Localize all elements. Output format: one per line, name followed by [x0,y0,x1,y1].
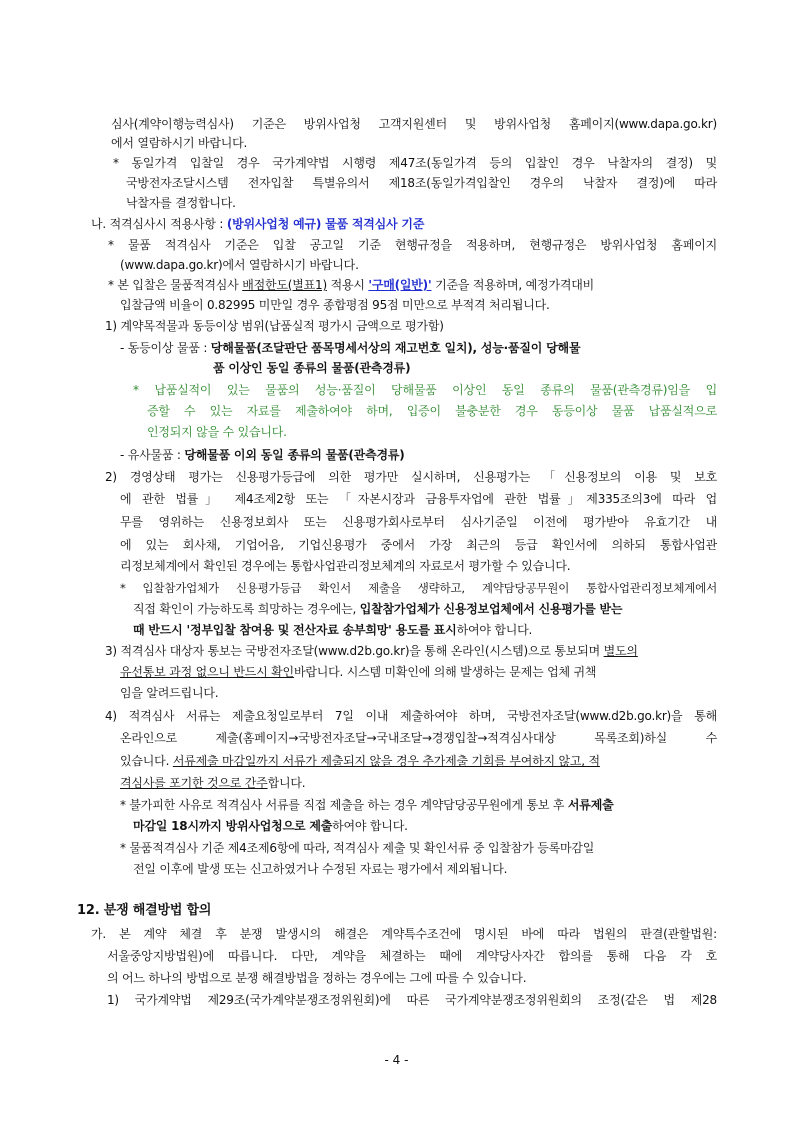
underlined-text: 유선통보 과정 없으니 반드시 확인 [120,665,294,679]
note-line [133,818,408,834]
note-line: * 물품 적격심사 기준은 입찰 공고일 기준 현행규정을 적용하며, 현행규정은 방위사업청 홈페이지 [108,238,717,252]
numbered-item: 1) 계약목적물과 동등이상 범위(납품실적 평가시 금액으로 평가함) [105,319,444,333]
text-line: 서울중앙지방법원)에 따릅니다. 다만, 계약을 체결하는 때에 계약당사자간 합의를 통해 다음 각 호 [107,949,717,963]
text-run: * 불가피한 사유로 적격심사 서류를 직접 제출을 하는 경우 계약담당공무원에게 통보 후 [120,798,568,812]
underlined-text: 배점한도(별표1) [242,278,327,292]
subheading-highlight: (방위사업청 예규) 물품 적격심사 기준 [226,217,425,231]
text-run: 하여야 합니다. [456,623,533,637]
dash-item-cont: 품 이상인 동일 종류의 물품(관측경류) [213,361,411,375]
note-line: 전일 이후에 발생 또는 신고하였거나 수정된 자료는 평가에서 제외됩니다. [133,862,508,876]
text-run: 바랍니다. 시스템 미확인에 의해 발생하는 문제는 업체 귀책 [293,665,597,679]
note-line: * 물품적격심사 기준 제4조제6항에 따라, 적격심사 제출 및 확인서류 중 입찰참가 등록마감일 [120,841,595,855]
page-number: - 4 - [384,1053,409,1067]
numbered-item-cont: 에 있는 회사채, 기업어음, 기업신용평가 중에서 가장 최근의 등급 확인서에 의하되 통합사업관 [120,538,717,552]
green-note: * 납품실적이 있는 물품의 성능·품질이 당해물품 이상인 동일 종류의 물품(관측경류)임을 입 [133,383,717,397]
underlined-text: 서류제출 마감일까지 서류가 제출되지 않을 경우 추가제출 기회를 부여하지 않고, 적 [172,754,600,768]
bold-text: 당해물품 이외 동일 종류의 물품(관측경류) [184,448,405,462]
underlined-text: 별도의 [603,644,638,658]
text-run: - 동등이상 물품 : [120,341,211,355]
subheading-label: 나. 적격심사시 적용사항 : [91,217,227,231]
note-line [120,797,613,813]
green-note: 인정되지 않을 수 있습니다. [147,425,287,439]
numbered-item-cont [120,753,600,769]
text-run: 합니다. [267,776,306,790]
note-line: 낙찰자를 결정합니다. [126,196,236,210]
note-line: * 입찰참가업체가 신용평가등급 확인서 제출을 생략하고, 계약담당공무원이 통합사업관리정보체계에서 [120,581,717,595]
text-run: 적용시 [326,278,369,292]
text-run: 직접 확인이 가능하도록 희망하는 경우에는, [133,602,360,616]
highlight-text: '구매(일반)' [368,278,432,292]
note-line [133,622,532,638]
bold-text: 마감일 18시까지 방위사업청으로 제출 [133,819,333,833]
numbered-item [105,643,717,659]
numbered-item-cont [120,664,596,680]
text-run: 3) 적격심사 대상자 통보는 국방전자조달(www.d2b.go.kr)을 통해 온라인(시스템)으로 통보되며 [105,644,604,658]
numbered-item-cont: 리정보체계에서 확인된 경우에는 통합사업관리정보체계의 자료로서 평가할 수 있습니다. [120,559,571,573]
numbered-item: 2) 경영상태 평가는 신용평가등급에 의한 평가만 실시하며, 신용평가는 「신용정보의 이용 및 보호 [105,470,717,484]
bold-text: 때 반드시 '정부입찰 참여용 및 전산자료 송부희망' 용도를 표시 [133,623,457,637]
numbered-item-cont: 온라인으로 제출(홈페이지→국방전자조달→국내조달→경쟁입찰→적격심사대상 목록조회)하실 수 [120,731,717,745]
text-line: 에서 열람하시기 바랍니다. [111,136,248,150]
bold-text: 입찰참가업체가 신용정보업체에서 신용평가를 받는 [359,602,623,616]
note-line: 국방전자조달시스템 전자입찰 특별유의서 제18조(동일가격입찰인 경우의 낙찰자 결정)에 따라 [126,176,717,190]
note-line [133,601,622,617]
note-line: 입찰금액 비율이 0.82995 미만일 경우 종합평점 95점 미만으로 부적격 처리됩니다. [120,298,550,312]
bold-text: 서류제출 [567,798,614,812]
numbered-item-cont: 에 관한 법률」 제4조제2항 또는 「자본시장과 금융투자업에 관한 법률」제335조의3에 따라 업 [120,492,717,506]
numbered-item-cont: 임을 알려드립니다. [120,686,219,700]
section-heading: 12. 분쟁 해결방법 합의 [77,903,212,918]
text-run: - 유사물품 : [120,448,185,462]
text-line: 가. 본 계약 체결 후 분쟁 발생시의 해결은 계약특수조건에 명시된 바에 따라 법원의 판결(관할법원: [91,927,717,941]
numbered-item-cont: 무를 영위하는 신용정보회사 또는 신용평가회사로부터 심사기준일 이전에 평가받아 유효기간 내 [120,515,717,529]
numbered-item-cont [120,775,305,791]
section-subheading [91,216,424,232]
text-line: 심사(계약이행능력심사) 기준은 방위사업청 고객지원센터 및 방위사업청 홈페이지(www.dapa.go.kr) [111,117,717,131]
bold-text: 당해물품(조달판단 품목명세서상의 재고번호 일치), 성능·품질이 당해물 [210,341,581,355]
underlined-text: 격심사를 포기한 것으로 간주 [120,776,268,790]
text-run: * 본 입찰은 물품적격심사 [108,278,243,292]
note-line: (www.dapa.go.kr)에서 열람하시기 바랍니다. [120,258,359,272]
text-run: 있습니다. [120,754,173,768]
dash-item [120,447,405,463]
green-note: 증할 수 있는 자료를 제출하여야 하며, 입증이 불충분한 경우 동등이상 물품 납품실적으로 [147,404,717,418]
text-line: 의 어느 하나의 방법으로 분쟁 해결방법을 정하는 경우에는 그에 따를 수 있습니다. [107,971,527,985]
numbered-item: 1) 국가계약법 제29조(국가계약분쟁조정위원회)에 따른 국가계약분쟁조정위원회의 조정(같은 법 제28 [107,993,717,1007]
dash-item [120,340,717,356]
text-run: 하여야 합니다. [332,819,408,833]
note-line [108,277,594,293]
text-run: 기준을 적용하며, 예정가격대비 [431,278,595,292]
numbered-item: 4) 적격심사 서류는 제출요청일로부터 7일 이내 제출하여야 하며, 국방전자조달(www.d2b.go.kr)을 통해 [105,709,717,723]
note-line: * 동일가격 입찰일 경우 국가계약법 시행령 제47조(동일가격 등의 입찰인 경우 낙찰자의 결정) 및 [113,156,717,170]
